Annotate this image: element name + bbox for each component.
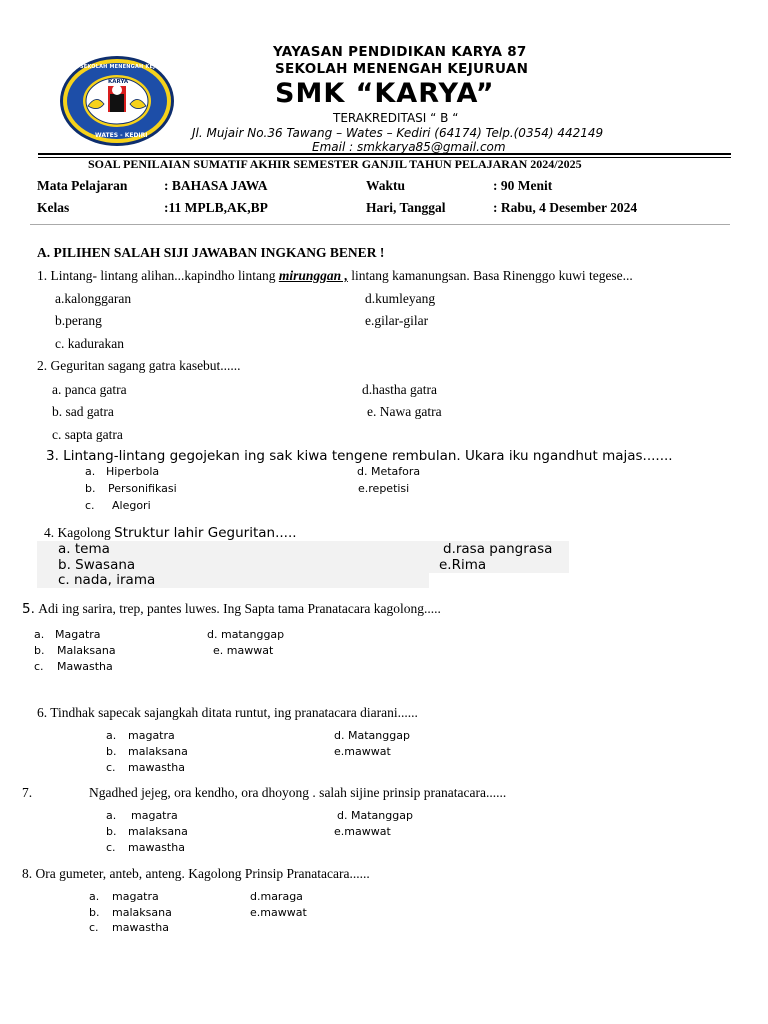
q4-option-e[interactable]: e.Rima — [439, 557, 487, 573]
q8-option-e[interactable]: e.mawwat — [250, 906, 307, 919]
q4-option-a[interactable]: a. tema — [58, 541, 110, 557]
q7-option-b-mark: b. — [106, 825, 117, 838]
q7-option-a[interactable]: magatra — [131, 809, 178, 822]
subject-label: Mata Pelajaran — [37, 178, 128, 193]
q4-option-c[interactable]: c. nada, irama — [58, 572, 156, 588]
q3-option-c[interactable]: Alegori — [112, 499, 151, 512]
q3-option-c-mark: c. — [85, 499, 95, 512]
subject-value: : BAHASA JAWA — [164, 178, 268, 193]
q6-option-b-mark: b. — [106, 745, 117, 758]
question-1 — [37, 268, 633, 284]
q8-option-b[interactable]: malaksana — [112, 906, 172, 919]
q5-option-a[interactable]: Magatra — [55, 628, 101, 641]
question-1-emphasis: mirunggan , — [278, 268, 348, 283]
q3-option-d[interactable]: d. Metafora — [357, 465, 421, 478]
question-6: 6. Tindhak sapecak sajangkah ditata runtut, ing pranatacara diarani...... — [37, 705, 418, 720]
class-value: :11 MPLB,AK,BP — [164, 200, 268, 215]
q8-option-c-mark: c. — [89, 921, 99, 934]
q8-option-a-mark: a. — [89, 890, 100, 903]
q8-option-b-mark: b. — [89, 906, 100, 919]
q8-option-d[interactable]: d.maraga — [250, 890, 303, 903]
q8-option-a[interactable]: magatra — [112, 890, 159, 903]
school-logo — [58, 54, 176, 148]
accreditation: TERAKREDITASI “ B “ — [333, 111, 459, 125]
school-email: Email : smkkarya85@gmail.com — [312, 140, 506, 154]
q2-option-a[interactable]: a. panca gatra — [52, 382, 127, 397]
time-label: Waktu — [366, 178, 406, 193]
school-address: Jl. Mujair No.36 Tawang – Wates – Kediri (64174) Telp.(0354) 442149 — [192, 126, 604, 140]
q7-option-c-mark: c. — [106, 841, 116, 854]
header-divider — [38, 153, 731, 155]
q2-option-d[interactable]: d.hastha gatra — [362, 382, 437, 397]
section-a-heading: A. PILIHEN SALAH SIJI JAWABAN INGKANG BENER ! — [37, 245, 385, 260]
question-4 — [44, 525, 297, 541]
question-8: 8. Ora gumeter, anteb, anteng. Kagolong Prinsip Pranatacara...... — [22, 866, 370, 881]
q5-option-c[interactable]: Mawastha — [57, 660, 113, 673]
question-1-text-end: lintang kamanungsan. Basa Rinenggo kuwi tegese... — [347, 268, 633, 283]
q7-option-c[interactable]: mawastha — [128, 841, 185, 854]
q6-option-c[interactable]: mawastha — [128, 761, 185, 774]
question-7: Ngadhed jejeg, ora kendho, ora dhoyong . salah sijine prinsip pranatacara...... — [89, 785, 507, 800]
q1-option-c[interactable]: c. kadurakan — [55, 336, 124, 351]
logo-ring-text: SEKOLAH MENENGAH KEJURUAN — [80, 64, 176, 70]
q7-option-a-mark: a. — [106, 809, 117, 822]
q5-option-c-mark: c. — [34, 660, 44, 673]
q3-option-a-mark: a. — [85, 465, 96, 478]
q4-option-b[interactable]: b. Swasana — [58, 557, 136, 573]
q5-option-b[interactable]: Malaksana — [57, 644, 116, 657]
q2-option-e[interactable]: e. Nawa gatra — [367, 404, 442, 419]
info-divider — [30, 224, 730, 225]
q4-option-d[interactable]: d.rasa pangrasa — [443, 541, 553, 557]
q6-option-a[interactable]: magatra — [128, 729, 175, 742]
q5-option-d[interactable]: d. matanggap — [207, 628, 285, 641]
exam-title: SOAL PENILAIAN SUMATIF AKHIR SEMESTER GANJIL TAHUN PELAJARAN 2024/2025 — [88, 157, 582, 171]
q7-option-e[interactable]: e.mawwat — [334, 825, 391, 838]
logo-center-text: KARYA — [108, 79, 129, 85]
question-1-text-start: 1. Lintang- lintang alihan...kapindho lintang — [37, 268, 279, 283]
question-5-text: Adi ing sarira, trep, pantes luwes. Ing Sapta tama Pranatacara kagolong..... — [38, 601, 441, 616]
q1-option-e[interactable]: e.gilar-gilar — [365, 313, 429, 328]
q6-option-a-mark: a. — [106, 729, 117, 742]
q5-option-e[interactable]: e. mawwat — [213, 644, 274, 657]
q6-option-e[interactable]: e.mawwat — [334, 745, 391, 758]
q8-option-c[interactable]: mawastha — [112, 921, 169, 934]
q5-option-b-mark: b. — [34, 644, 45, 657]
q1-option-b[interactable]: b.perang — [55, 313, 102, 328]
q3-option-a[interactable]: Hiperbola — [106, 465, 160, 478]
class-label: Kelas — [37, 200, 70, 215]
question-3: 3. Lintang-lintang gegojekan ing sak kiwa tengene rembulan. Ukara iku ngandhut majas....... — [46, 448, 673, 464]
q3-option-b-mark: b. — [85, 482, 96, 495]
time-value: : 90 Menit — [493, 178, 553, 193]
foundation-name: YAYASAN PENDIDIKAN KARYA 87 — [273, 44, 527, 60]
q2-option-b[interactable]: b. sad gatra — [52, 404, 114, 419]
school-name: SMK “KARYA” — [275, 78, 495, 109]
question-7-number: 7. — [22, 785, 33, 800]
q6-option-d[interactable]: d. Matanggap — [334, 729, 410, 742]
q7-option-d[interactable]: d. Matanggap — [337, 809, 413, 822]
date-label: Hari, Tanggal — [366, 200, 446, 215]
question-2: 2. Geguritan sagang gatra kasebut...... — [37, 358, 241, 373]
logo-bottom-text: WATES - KEDIRI — [95, 132, 148, 139]
question-4-prefix: 4. Kagolong — [44, 525, 115, 540]
q1-option-a[interactable]: a.kalonggaran — [55, 291, 132, 306]
q3-option-e[interactable]: e.repetisi — [358, 482, 410, 495]
question-5 — [22, 601, 441, 617]
q5-option-a-mark: a. — [34, 628, 45, 641]
q2-option-c[interactable]: c. sapta gatra — [52, 427, 123, 442]
question-5-number: 5. — [22, 601, 35, 617]
q3-option-b[interactable]: Personifikasi — [108, 482, 177, 495]
question-4-text: Struktur lahir Geguritan..... — [114, 525, 297, 541]
school-type: SEKOLAH MENENGAH KEJURUAN — [275, 61, 529, 77]
q6-option-c-mark: c. — [106, 761, 116, 774]
q1-option-d[interactable]: d.kumleyang — [365, 291, 436, 306]
q7-option-b[interactable]: malaksana — [128, 825, 188, 838]
date-value: : Rabu, 4 Desember 2024 — [493, 200, 638, 215]
q6-option-b[interactable]: malaksana — [128, 745, 188, 758]
